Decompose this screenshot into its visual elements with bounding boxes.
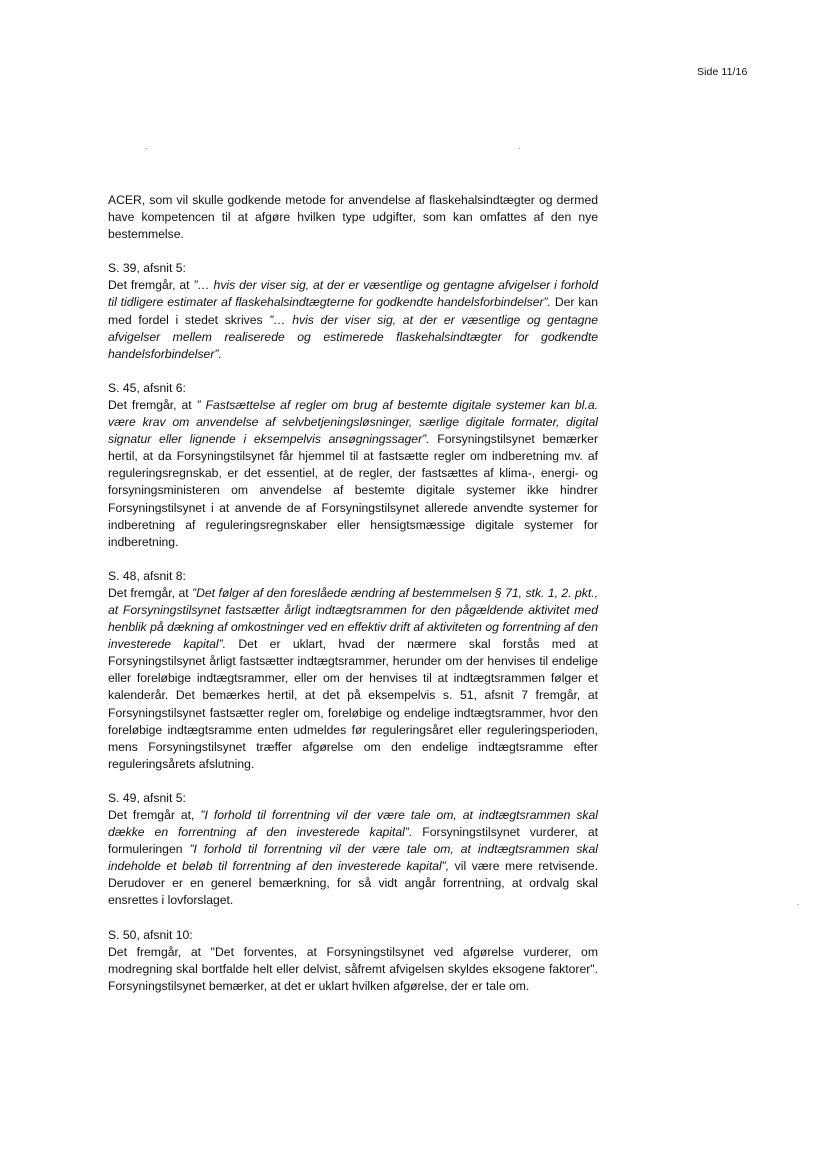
scan-speck	[797, 904, 799, 905]
section-body: Det fremgår, at ”… hvis der viser sig, at der er væsentlige og gentagne afvigelser i forhold til tidligere estimater af flaskehalsindtægterne for godkendte handelsforbindelser”. Der kan med fordel i stedet skrives ”… hvis der viser sig, at der er væsentlige og gentagne afvigelser mellem realiserede og estimerede flaskehalsindtægter for godkendte handelsforbindelser”.	[108, 278, 598, 361]
comment-section	[108, 790, 598, 910]
comment-section	[108, 380, 598, 551]
quote: ”I forhold til forrentning vil der være tale om, at indtægtsrammen skal indeholde et beløb til forrentning af den investerede kapital”,	[108, 842, 598, 874]
quote: ”… hvis der viser sig, at der er væsentlige og gentagne afvigelser mellem realiserede og estimerede flaskehalsindtægter for godkendte handelsforbindelser”.	[108, 312, 598, 361]
comment-section	[108, 260, 598, 363]
scan-speck	[518, 148, 520, 149]
section-heading: S. 49, afsnit 5:	[108, 790, 186, 805]
section-heading: S. 50, afsnit 10:	[108, 927, 193, 942]
section-heading: S. 48, afsnit 8:	[108, 568, 186, 583]
comment-section	[108, 927, 598, 995]
intro-paragraph	[108, 192, 598, 243]
quote: ”… hvis der viser sig, at der er væsentlige og gentagne afvigelser i forhold til tidligere estimater af flaskehalsindtægterne for godkendte handelsforbindelser”.	[108, 278, 598, 310]
letter-body	[108, 192, 598, 995]
quote: ”I forhold til forrentning vil der være tale om, at indtægtsrammen skal dække en forrentning af den investerede kapital”.	[108, 808, 598, 840]
page-number: Side 11/16	[697, 66, 748, 78]
intro-text: ACER, som vil skulle godkende metode for anvendelse af flaskehalsindtægter og dermed have kompetencen til at afgøre hvilken type udgifter, som kan omfattes af den nye bestemmelse.	[108, 193, 598, 242]
scan-speck	[145, 148, 147, 149]
section-heading: S. 39, afsnit 5:	[108, 261, 186, 276]
section-body: Det fremgår, at ” Fastsættelse af regler om brug af bestemte digitale systemer kan bl.a. være krav om anvendelse af selvbetjeningsløsninger, særlige digitale formater, digital signatur eller lignende i eksempelvis ansøgningssager”. Forsyningstilsynet bemærker hertil, at da Forsyningstilsynet får hjemmel til at fastsætte regler om indberetning mv. af reguleringsregnskab, er det essentiel, at de regler, der fastsættes af klima-, energi- og forsyningsministeren om anvendelse af bestemte digitale systemer ikke hindrer Forsyningstilsynet i at anvende de af Forsyningstilsynet allerede anvendte systemer for indberetning af reguleringsregnskaber eller hensigtsmæssige digitale systemer for indberetning.	[108, 397, 599, 549]
section-heading: S. 45, afsnit 6:	[108, 380, 186, 395]
comment-section	[108, 568, 598, 773]
section-body: Det fremgår, at "Det forventes, at Forsyningstilsynet ved afgørelse vurderer, om modregning skal bortfalde helt eller delvist, såfremt afvigelsen skyldes eksogene faktorer". Forsyningstilsynet bemærker, at det er uklart hvilken afgørelse, der er tale om.	[108, 944, 598, 993]
section-body: Det fremgår at, ”I forhold til forrentning vil der være tale om, at indtægtsrammen skal dække en forrentning af den investerede kapital”. Forsyningstilsynet vurderer, at formuleringen ”I forhold til forrentning vil der være tale om, at indtægtsrammen skal indeholde et beløb til forrentning af den investerede kapital”, vil være mere retvisende. Derudover er en generel bemærkning, for så vidt angår forrentning, at ordvalg skal ensrettes i lovforslaget.	[108, 808, 598, 908]
section-body: Det fremgår, at ”Det følger af den foreslåede ændring af bestemmelsen § 71, stk. 1, 2. pkt., at Forsyningstilsynet fastsætter årligt indtægtsrammen for den pågældende aktivitet med henblik på dækning af omkostninger ved en effektiv drift af aktiviteten og forrentning af den investerede kapital”. Det er uklart, hvad der nærmere skal forstås med at Forsyningstilsynet årligt fastsætter indtægtsrammer, herunder om der henvises til endelige eller foreløbige indtægtsrammer, eller om der henvises til at indtægtsrammen følger et kalenderår. Det bemærkes hertil, at det på eksempelvis s. 51, afsnit 7 fremgår, at Forsyningstilsynet fastsætter regler om, foreløbige og endelige indtægtsrammer, hvor den foreløbige indtægtsramme enten udmeldes før reguleringsåret eller reguleringsperioden, mens Forsyningstilsynet træffer afgørelse om den endelige indtægtsramme efter reguleringsårets afslutning.	[108, 585, 598, 771]
quote: ” Fastsættelse af regler om brug af bestemte digitale systemer kan bl.a. være krav om anvendelse af selvbetjeningsløsninger, særlige digitale formater, digital signatur eller lignende i eksempelvis ansøgningssager”.	[108, 397, 598, 447]
quote: ”Det følger af den foreslåede ændring af bestemmelsen § 71, stk. 1, 2. pkt., at Forsyningstilsynet fastsætter årligt indtægtsrammen for den pågældende aktivitet med henblik på dækning af omkostninger ved en effektiv drift af aktiviteten og forrentning af den investerede kapital”.	[108, 585, 598, 652]
